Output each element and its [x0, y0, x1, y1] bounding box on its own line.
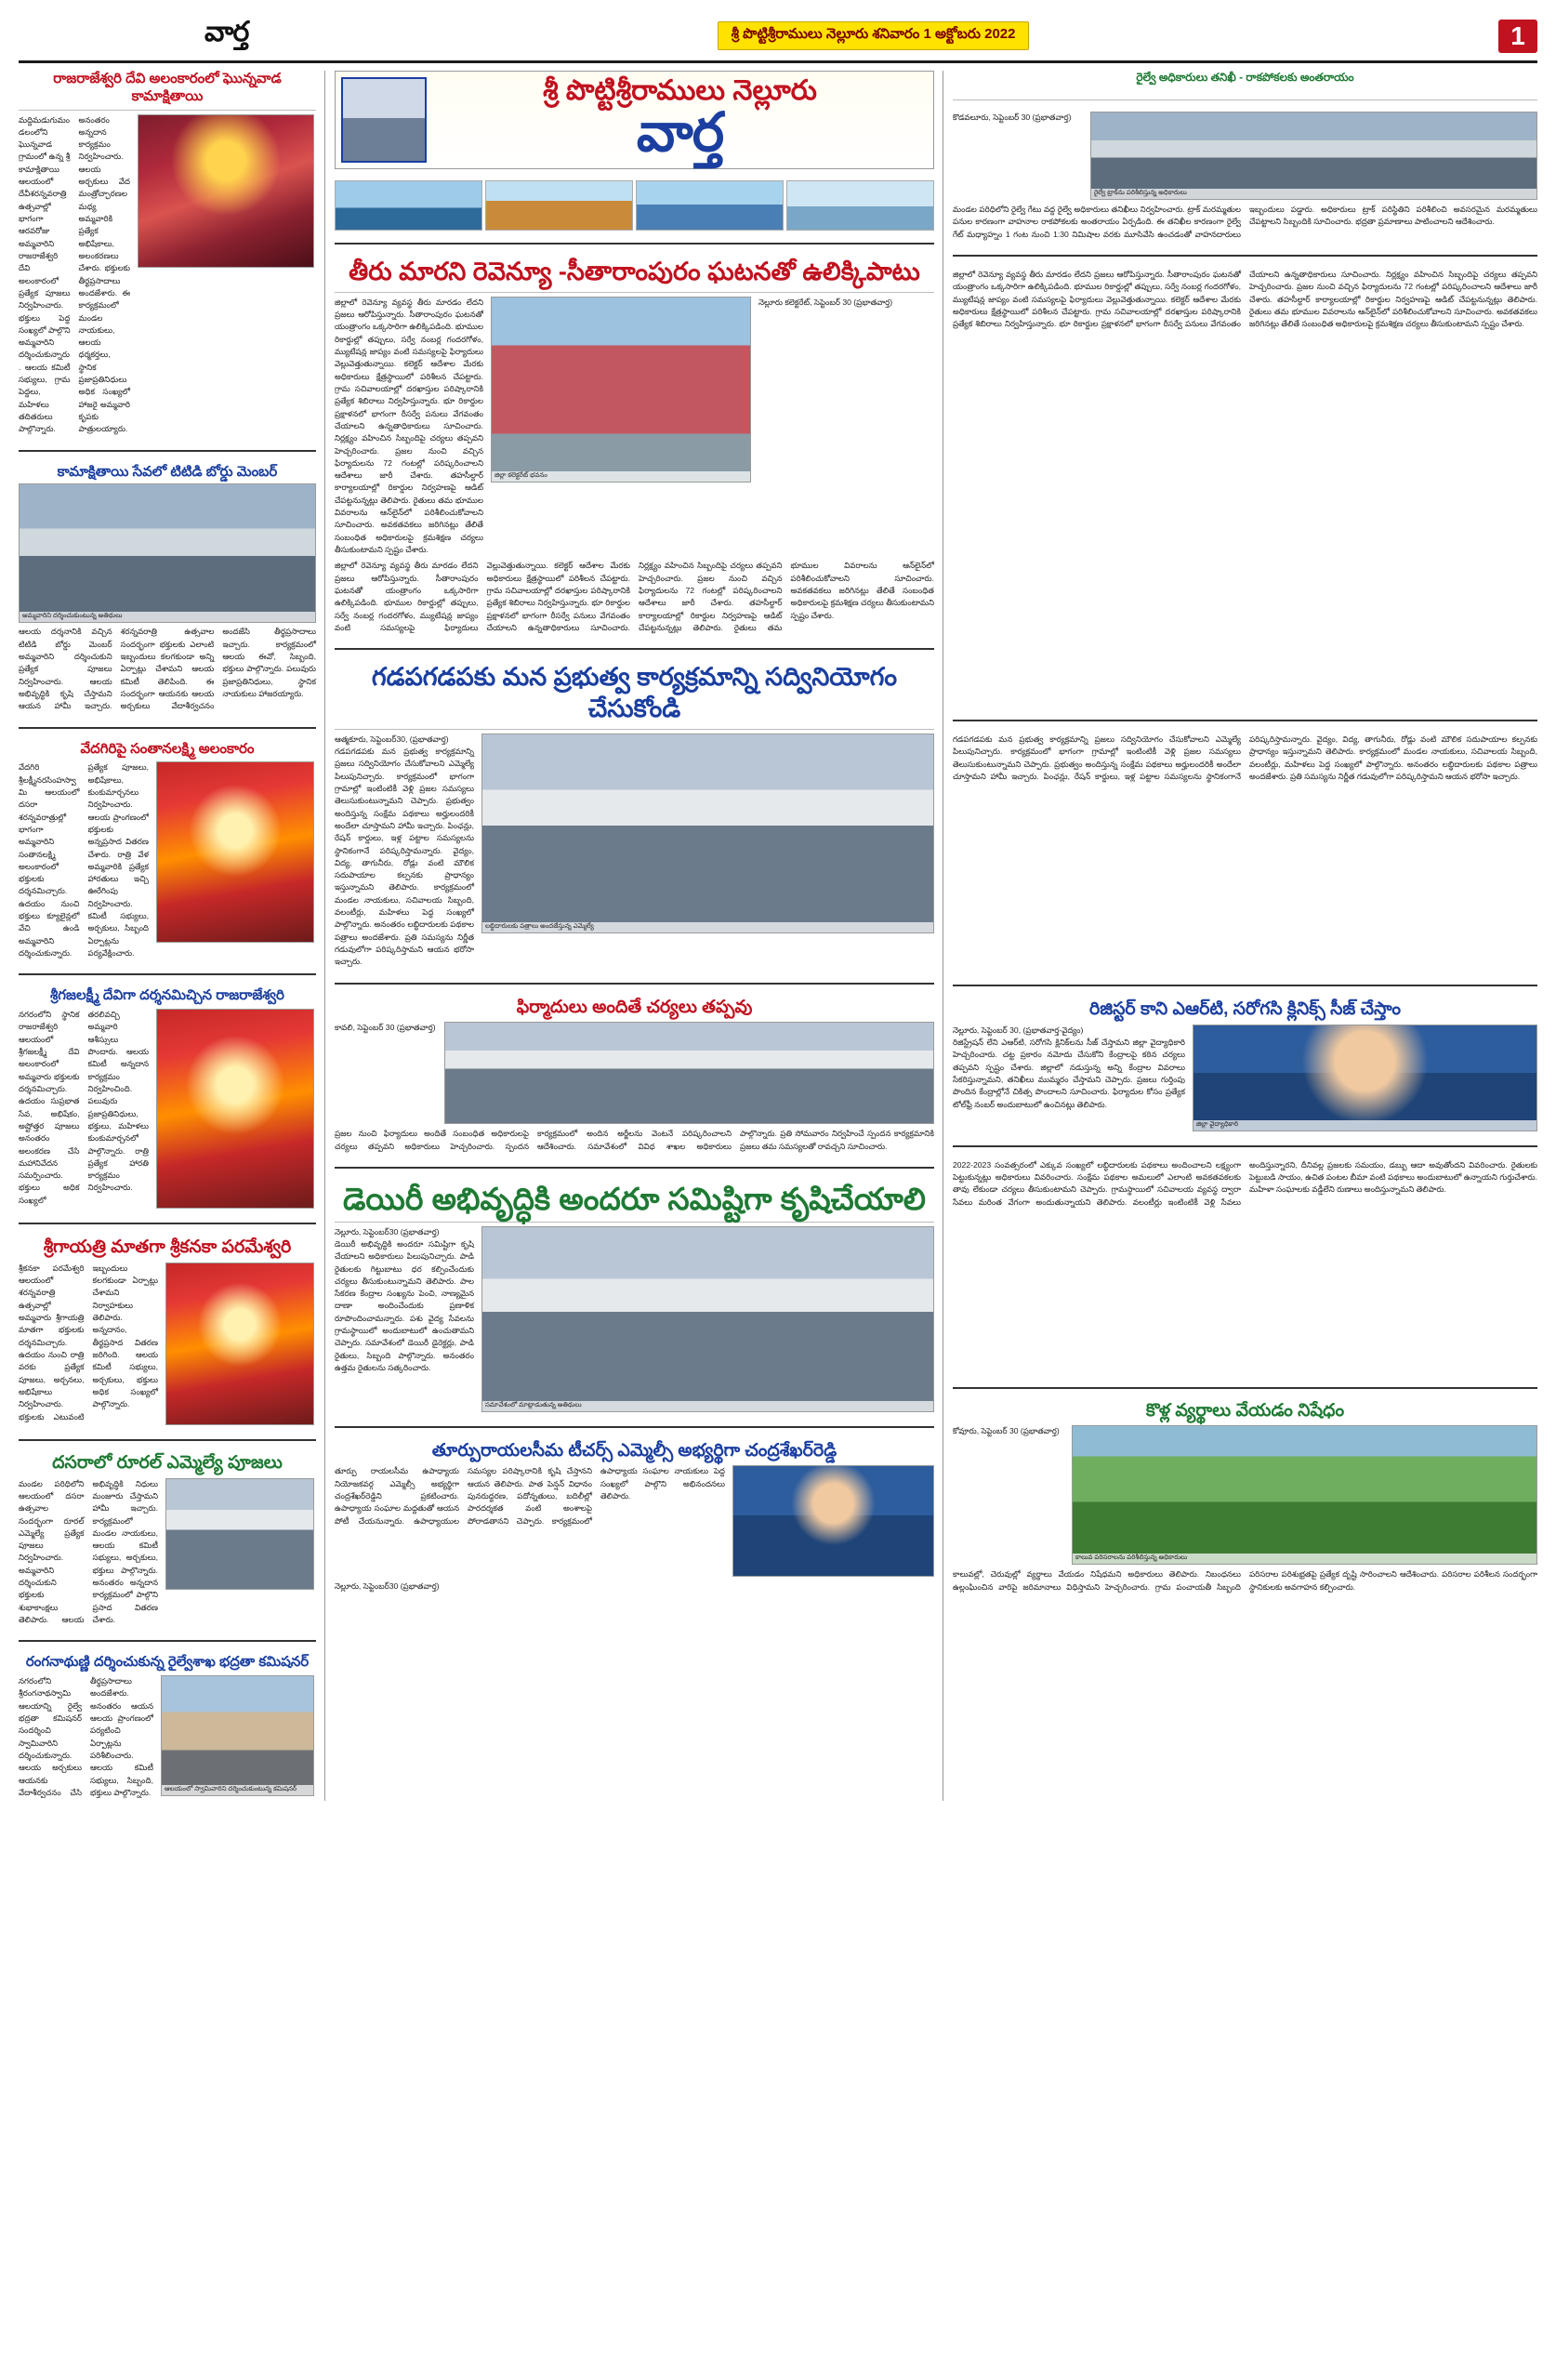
divider [335, 292, 934, 293]
divider [335, 983, 934, 985]
headline: శ్రీగజలక్ష్మీ దేవిగా దర్శనమిచ్చిన రాజరాజేశ్వరి [50, 987, 284, 1004]
strip-photo-harbor [636, 180, 784, 231]
edition-date-banner: శ్రీ పొట్టిశ్రీరాములు నెల్లూరు శనివారం 1 అక్టోబరు 2022 [718, 21, 1030, 50]
photo-caption: సమావేశంలో మాట్లాడుతున్న అతిథులు [482, 1401, 933, 1411]
article-body: శ్రీకనకా పరమేశ్వరి ఆలయంలో శరన్నవరాత్రి ఉత్సవాల్లో అమ్మవారు శ్రీగాయత్రి మాతగా భక్తులకు దర్శనమిచ్చారు. ఉదయం నుంచి రాత్రి వరకు ప్రత్యేక పూజలు, అర్చనలు, అభిషేకాలు నిర్వహించారు. భక్తులకు ఎటువంటి ఇబ్బందులు కలగకుండా ఏర్పాట్లు చేశామని నిర్వాహకులు తెలిపారు. అన్నదానం, తీర్థప్రసాద వితరణ జరిగింది. ఆలయ కమిటీ సభ్యులు, అర్చకులు, భక్తులు అధిక సంఖ్యలో పాల్గొన్నారు. [19, 1263, 158, 1421]
article-dairy-development [335, 1181, 934, 1412]
divider [335, 1167, 934, 1169]
article-photo [444, 1022, 934, 1124]
article-body-cont: నెల్లూరు, సెప్టెంబర్30 (ప్రభాతవార్త) [335, 1581, 440, 1592]
divider [953, 985, 1537, 986]
article-body-cont: నెల్లూరు కలెక్టరేట్, సెప్టెంబర్ 30 (ప్రభాతవార్త) [758, 297, 893, 307]
article-body-overflow: జిల్లాలో రెవెన్యూ వ్యవస్థ తీరు మారడం లేదని ప్రజలు ఆరోపిస్తున్నారు. సీతారాంపురం ఘటనతో యంత్రాంగం ఒక్కసారిగా ఉలిక్కిపడింది. భూముల రికార్డుల్లో తప్పులు, సర్వే నంబర్ల గందరగోళం, మ్యుటేషన్ల జాప్యం వంటి సమస్యలపై ఫిర్యాదులు వెల్లువెత్తుతున్నాయి. కలెక్టర్ ఆదేశాల మేరకు అధికారులు క్షేత్రస్థాయిలో పరిశీలన చేపట్టారు. గ్రామ సచివాలయాల్లో దరఖాస్తుల పరిష్కారానికి ప్రత్యేక శిబిరాలు నిర్వహిస్తున్నారు. భూ రికార్డుల ప్రక్షాళనలో భాగంగా రీసర్వే పనులు వేగవంతం చేయాలని ఉన్నతాధికారులు సూచించారు. నిర్లక్ష్యం వహించిన సిబ్బందిపై చర్యలు తప్పవని హెచ్చరించారు. ప్రజల నుంచి వచ్చిన ఫిర్యాదులను 72 గంటల్లో పరిష్కరించాలని ఆదేశాలు జారీ చేశారు. తహసీల్దార్ కార్యాలయాల్లో రికార్డుల నిర్వహణపై ఆడిట్ చేపట్టనున్నట్లు తెలిపారు. రైతులు తమ భూముల వివరాలను ఆన్‌లైన్‌లో పరిశీలించుకోవాలని సూచించారు. అవకతవకలు జరిగినట్లు తేలితే సంబంధిత అధికారులపై క్రమశిక్షణ చర్యలు తీసుకుంటామని స్పష్టం చేశారు. [335, 561, 934, 632]
divider [19, 450, 316, 452]
article-art-surrogacy-clinics [953, 998, 1537, 1131]
photo-caption: రైల్వే ట్రాక్‌ను పరిశీలిస్తున్న అధికారులు [1091, 189, 1536, 199]
divider [19, 973, 316, 975]
article-gadapa-continuation [953, 734, 1537, 971]
divider [953, 1145, 1537, 1147]
article-body: గడపగడపకు మన ప్రభుత్వ కార్యక్రమాన్ని ప్రజలు సద్వినియోగం చేసుకోవాలని ఎమ్మెల్యే పిలుపునిచ్చారు. కార్యక్రమంలో భాగంగా గ్రామాల్లో ఇంటింటికీ వెళ్లి ప్రజల సమస్యలు తెలుసుకుంటున్నామని చెప్పారు. ప్రభుత్వం అందిస్తున్న సంక్షేమ పథకాలు అర్హులందరికీ అందేలా చూస్తామని హామీ ఇచ్చారు. పింఛన్లు, రేషన్ కార్డులు, ఇళ్ల పట్టాల సమస్యలను స్థానికంగానే పరిష్కరిస్తామన్నారు. వైద్యం, విద్య, తాగునీరు, రోడ్లు వంటి మౌలిక సదుపాయాల కల్పనకు ప్రాధాన్యం ఇస్తున్నామని తెలిపారు. కార్యక్రమంలో మండల నాయకులు, సచివాలయ సిబ్బంది, వలంటీర్లు, మహిళలు పెద్ద సంఖ్యలో పాల్గొన్నారు. అనంతరం లబ్ధిదారులకు పథకాల పత్రాలు అందజేశారు. ప్రతి సమస్యను నిర్ణీత గడువులోగా పరిష్కరిస్తామని ఆయన భరోసా ఇచ్చారు. [953, 734, 1537, 781]
article-body: గడపగడపకు మన ప్రభుత్వ కార్యక్రమాన్ని ప్రజలు సద్వినియోగం చేసుకోవాలని ఎమ్మెల్యే పిలుపునిచ్చారు. కార్యక్రమంలో భాగంగా గ్రామాల్లో ఇంటింటికీ వెళ్లి ప్రజల సమస్యలు తెలుసుకుంటున్నామని చెప్పారు. ప్రభుత్వం అందిస్తున్న సంక్షేమ పథకాలు అర్హులందరికీ అందేలా చూస్తామని హామీ ఇచ్చారు. పింఛన్లు, రేషన్ కార్డులు, ఇళ్ల పట్టాల సమస్యలను స్థానికంగానే పరిష్కరిస్తామన్నారు. వైద్యం, విద్య, తాగునీరు, రోడ్లు వంటి మౌలిక సదుపాయాల కల్పనకు ప్రాధాన్యం ఇస్తున్నామని తెలిపారు. కార్యక్రమంలో మండల నాయకులు, సచివాలయ సిబ్బంది, వలంటీర్లు, మహిళలు పెద్ద సంఖ్యలో పాల్గొన్నారు. అనంతరం లబ్ధిదారులకు పథకాల పత్రాలు అందజేశారు. ప్రతి సమస్యను నిర్ణీత గడువులోగా పరిష్కరిస్తామని ఆయన భరోసా ఇచ్చారు. [335, 747, 474, 967]
article-waste-dumping-ban [953, 1401, 1537, 1593]
article-photo [481, 734, 934, 933]
divider [953, 720, 1537, 721]
divider [335, 1426, 934, 1428]
article-railway-safety-commissioner [19, 1654, 316, 1799]
article-dateline: నెల్లూరు, సెప్టెంబర్ 30, (ప్రభాతవార్త-వైద్యం) [953, 1025, 1084, 1035]
right-column [953, 71, 1537, 1801]
headline: తీరు మారని రెవెన్యూ -సీతారాంపురం ఘటనతో ఉలిక్కిపాటు [349, 258, 920, 285]
left-column [19, 71, 325, 1801]
article-photo [161, 1675, 314, 1796]
divider [953, 1387, 1537, 1389]
article-body: ఆలయ దర్శనానికి వచ్చిన టిటిడి బోర్డు మెంబర్ అమ్మవారిని దర్శించుకుని ప్రత్యేక పూజలు నిర్వహించారు. ఆలయ అభివృద్ధికి కృషి చేస్తామని ఆయన హామీ ఇచ్చారు. శరన్నవరాత్రి ఉత్సవాల సందర్భంగా భక్తులకు ఎలాంటి ఇబ్బందులు కలగకుండా అన్ని ఏర్పాట్లు చేశామని ఆలయ కమిటీ తెలిపింది. ఈ సందర్భంగా ఆయనకు ఆలయ అర్చకులు వేదాశీర్వచనం అందజేసి తీర్థప్రసాదాలు ఇచ్చారు. కార్యక్రమంలో ఆలయ ఈవో, సిబ్బంది, భక్తులు పాల్గొన్నారు. పలువురు ప్రజాప్రతినిధులు, స్థానిక నాయకులు హాజరయ్యారు. [19, 627, 316, 711]
article-body: జిల్లాలో రెవెన్యూ వ్యవస్థ తీరు మారడం లేదని ప్రజలు ఆరోపిస్తున్నారు. సీతారాంపురం ఘటనతో యంత్రాంగం ఒక్కసారిగా ఉలిక్కిపడింది. భూముల రికార్డుల్లో తప్పులు, సర్వే నంబర్ల గందరగోళం, మ్యుటేషన్ల జాప్యం వంటి సమస్యలపై ఫిర్యాదులు వెల్లువెత్తుతున్నాయి. కలెక్టర్ ఆదేశాల మేరకు అధికారులు క్షేత్రస్థాయిలో పరిశీలన చేపట్టారు. గ్రామ సచివాలయాల్లో దరఖాస్తుల పరిష్కారానికి ప్రత్యేక శిబిరాలు నిర్వహిస్తున్నారు. భూ రికార్డుల ప్రక్షాళనలో భాగంగా రీసర్వే పనులు వేగవంతం చేయాలని ఉన్నతాధికారులు సూచించారు. నిర్లక్ష్యం వహించిన సిబ్బందిపై చర్యలు తప్పవని హెచ్చరించారు. ప్రజల నుంచి వచ్చిన ఫిర్యాదులను 72 గంటల్లో పరిష్కరించాలని ఆదేశాలు జారీ చేశారు. తహసీల్దార్ కార్యాలయాల్లో రికార్డుల నిర్వహణపై ఆడిట్ చేపట్టనున్నట్లు తెలిపారు. రైతులు తమ భూముల వివరాలను ఆన్‌లైన్‌లో పరిశీలించుకోవాలని సూచించారు. అవకతవకలు జరిగినట్లు తేలితే సంబంధిత అధికారులపై క్రమశిక్షణ చర్యలు తీసుకుంటామని స్పష్టం చేశారు. [335, 297, 483, 554]
article-complaints-action [335, 997, 934, 1153]
page-number-badge: 1 [1498, 20, 1537, 53]
article-gadapagadapaku [335, 662, 934, 968]
divider [19, 727, 316, 729]
masthead-block [335, 71, 934, 169]
article-photo [19, 483, 316, 623]
article-body: మండల పరిధిలోని రైల్వే గేటు వద్ద రైల్వే అధికారులు తనిఖీలు నిర్వహించారు. ట్రాక్ మరమ్మతుల పనుల కారణంగా వాహనాల రాకపోకలకు అంతరాయం ఏర్పడింది. ఈ తనిఖీల కారణంగా రైల్వే గేట్ మధ్యాహ్నం 1 గంట నుంచి 1:30 నిమిషాల వరకు మూసివేసి ఉంచడంతో వాహనదారులు ఇబ్బందులు పడ్డారు. అధికారులు ట్రాక్ పరిస్థితిని పరిశీలించి అవసరమైన మరమ్మతులు చేపట్టాలని సిబ్బందికి సూచించారు. భద్రతా ప్రమాణాలు పాటించాలని ఆదేశించారు. [953, 205, 1537, 239]
headline: కామాక్షితాయి సేవలో టిటిడి బోర్డు మెంబర్ [57, 463, 278, 480]
founder-portrait [341, 77, 427, 163]
photo-caption: జిల్లా వైద్యాధికారి [1193, 1120, 1536, 1130]
photo-caption: జిల్లా కలెక్టరేట్ భవనం [492, 471, 750, 482]
article-gayatri-matha [19, 1236, 316, 1425]
candidate-photo [732, 1465, 934, 1577]
article-dairy-continuation [953, 1159, 1537, 1373]
article-revenue-seetharampuram [335, 257, 934, 634]
headline: శ్రీగాయత్రి మాతగా శ్రీకనకా పరమేశ్వరి [43, 1237, 292, 1258]
photo-caption: ఆలయంలో స్వామివారిని దర్శించుకుంటున్న కమిషనర్ [162, 1785, 313, 1795]
article-body: రిజిస్ట్రేషన్ లేని ఎఆర్‌టి, సరోగసి క్లినిక్‌లను సీజ్ చేస్తామని జిల్లా వైద్యాధికారి హెచ్చరించారు. చట్ట ప్రకారం నమోదు చేసుకోని కేంద్రాలపై కఠిన చర్యలు తప్పవని స్పష్టం చేశారు. జిల్లాలో నడుస్తున్న అన్ని కేంద్రాల వివరాలు సేకరిస్తున్నామని, తనిఖీలు ముమ్మరం చేస్తామని చెప్పారు. ప్రజలు గుర్తింపు పొందిన కేంద్రాల్లోనే చికిత్స పొందాలని సూచించారు. ఫిర్యాదుల కోసం ప్రత్యేక టోల్‌ఫ్రీ నంబర్ అందుబాటులో ఉంచినట్లు తెలిపారు. [953, 1038, 1185, 1109]
photo-caption: అమ్మవారిని దర్శించుకుంటున్న అతిథులు [20, 612, 315, 622]
headline: దసరాలో రూరల్ ఎమ్మెల్యే పూజలు [52, 1452, 283, 1473]
article-photo [156, 1009, 314, 1209]
article-ttd-board-member [19, 464, 316, 713]
article-body: ప్రజల నుంచి ఫిర్యాదులు అందితే సంబంధిత అధికారులపై చర్యలు తప్పవని అధికారులు హెచ్చరించారు. స్పందన కార్యక్రమంలో అందిన అర్జీలను వెంటనే పరిష్కరించాలని ఆదేశించారు. సమావేశంలో వివిధ శాఖల అధికారులు పాల్గొన్నారు. ప్రతి సోమవారం నిర్వహించే స్పందన కార్యక్రమానికి ప్రజలు తమ సమస్యలతో రావచ్చని సూచించారు. [335, 1129, 934, 1151]
article-photo [491, 297, 751, 483]
masthead-strip [19, 17, 1537, 63]
headline: వేదగిరిపై సంతానలక్ష్మి అలంకారం [80, 740, 255, 757]
article-dateline: కోవూరు, సెప్టెంబర్ 30 (ప్రభాతవార్త) [953, 1426, 1060, 1436]
article-dateline: నెల్లూరు, సెప్టెంబర్30 (ప్రభాతవార్త) [335, 1226, 440, 1236]
paper-logo-small: వార్త [204, 17, 249, 47]
headline: రిజిస్టర్ కాని ఎఆర్‌టి, సరోగసి క్లినిక్స్ సీజ్ చేస్తాం [1088, 998, 1402, 1019]
article-body: మండల పరిధిలోని ఆలయంలో దసరా ఉత్సవాల సందర్భంగా రూరల్ ఎమ్మెల్యే ప్రత్యేక పూజలు నిర్వహించారు. అమ్మవారిని దర్శించుకుని భక్తులకు శుభాకాంక్షలు తెలిపారు. ఆలయ అభివృద్ధికి నిధులు మంజూరు చేస్తామని హామీ ఇచ్చారు. కార్యక్రమంలో మండల నాయకులు, ఆలయ కమిటీ సభ్యులు, అర్చకులు, భక్తులు పాల్గొన్నారు. అనంతరం అన్నదాన కార్యక్రమంలో పాల్గొని ప్రసాద వితరణ చేశారు. [19, 1478, 158, 1625]
divider [335, 243, 934, 245]
article-photo [481, 1226, 934, 1412]
article-body: వేదగిరి శ్రీలక్ష్మీనరసింహస్వామి ఆలయంలో దసరా శరన్నవరాత్రుల్లో భాగంగా అమ్మవారిని సంతానలక్ష్మి అలంకారంలో భక్తులకు దర్శనమిచ్చారు. ఉదయం నుంచి భక్తులు క్యూలైన్లలో వేచి ఉండి అమ్మవారిని దర్శించుకున్నారు. ప్రత్యేక పూజలు, అభిషేకాలు, కుంకుమార్చనలు నిర్వహించారు. ఆలయ ప్రాంగణంలో భక్తులకు అన్నప్రసాద వితరణ చేశారు. రాత్రి వేళ అమ్మవారికి ప్రత్యేక హారతులు ఇచ్చి ఊరేగింపు నిర్వహించారు. కమిటీ సభ్యులు, అర్చకులు, సిబ్బంది ఏర్పాట్లను పర్యవేక్షించారు. [19, 762, 149, 958]
article-revenue-continuation [953, 269, 1537, 706]
section-kicker: రైల్వే అధికారులు తనిఖీ - రాకపోకలకు అంతరాయం [1136, 71, 1354, 84]
article-dateline: కొడవలూరు, సెప్టెంబర్ 30 (ప్రభాతవార్త) [953, 112, 1072, 122]
page-grid [19, 71, 1537, 1801]
article-photo [1090, 112, 1537, 200]
divider [335, 648, 934, 650]
article-body: జిల్లాలో రెవెన్యూ వ్యవస్థ తీరు మారడం లేదని ప్రజలు ఆరోపిస్తున్నారు. సీతారాంపురం ఘటనతో యంత్రాంగం ఒక్కసారిగా ఉలిక్కిపడింది. భూముల రికార్డుల్లో తప్పులు, సర్వే నంబర్ల గందరగోళం, మ్యుటేషన్ల జాప్యం వంటి సమస్యలపై ఫిర్యాదులు వెల్లువెత్తుతున్నాయి. కలెక్టర్ ఆదేశాల మేరకు అధికారులు క్షేత్రస్థాయిలో పరిశీలన చేపట్టారు. గ్రామ సచివాలయాల్లో దరఖాస్తుల పరిష్కారానికి ప్రత్యేక శిబిరాలు నిర్వహిస్తున్నారు. భూ రికార్డుల ప్రక్షాళనలో భాగంగా రీసర్వే పనులు వేగవంతం చేయాలని ఉన్నతాధికారులు సూచించారు. నిర్లక్ష్యం వహించిన సిబ్బందిపై చర్యలు తప్పవని హెచ్చరించారు. ప్రజల నుంచి వచ్చిన ఫిర్యాదులను 72 గంటల్లో పరిష్కరించాలని ఆదేశాలు జారీ చేశారు. తహసీల్దార్ కార్యాలయాల్లో రికార్డుల నిర్వహణపై ఆడిట్ చేపట్టనున్నట్లు తెలిపారు. రైతులు తమ భూముల వివరాలను ఆన్‌లైన్‌లో పరిశీలించుకోవాలని సూచించారు. అవకతవకలు జరిగినట్లు తేలితే సంబంధిత అధికారులపై క్రమశిక్షణ చర్యలు తీసుకుంటామని స్పష్టం చేశారు. [953, 269, 1537, 329]
headline: గడపగడపకు మన ప్రభుత్వ కార్యక్రమాన్ని సద్వినియోగం చేసుకోండి [371, 663, 898, 722]
headline: ఫిర్మాదులు అందితే చర్యలు తప్పవు [516, 997, 753, 1017]
masthead-photo-strip [335, 180, 934, 231]
strip-photo-city [786, 180, 934, 231]
center-column [335, 71, 943, 1801]
article-santanalakshmi-alankaram [19, 741, 316, 960]
photo-caption: లబ్ధిదారులకు పత్రాలు అందజేస్తున్న ఎమ్మెల్యే [482, 922, 933, 932]
photo-caption: కాలువ పరిసరాలను పరిశీలిస్తున్న అధికారులు [1073, 1554, 1536, 1564]
article-body: తూర్పు రాయలసీమ ఉపాధ్యాయ నియోజకవర్గ ఎమ్మెల్సీ అభ్యర్థిగా చంద్రశేఖర్‌రెడ్డిని ప్రకటించారు. ఉపాధ్యాయ సంఘాల మద్దతుతో ఆయన పోటీ చేయనున్నారు. ఉపాధ్యాయుల సమస్యల పరిష్కారానికి కృషి చేస్తానని ఆయన తెలిపారు. పాత పెన్షన్ విధానం పునరుద్ధరణ, పదోన్నతులు, బదిలీల్లో పారదర్శకత వంటి అంశాలపై పోరాడతానని చెప్పారు. కార్యక్రమంలో ఉపాధ్యాయ సంఘాల నాయకులు పెద్ద సంఖ్యలో పాల్గొని అభినందనలు తెలిపారు. [335, 1466, 725, 1526]
article-dateline: కావలి, సెప్టెంబర్ 30 (ప్రభాతవార్త) [335, 1023, 436, 1033]
headline: రాజరాజేశ్వరి దేవి అలంకారంలో ఘొన్నవాడ కామాక్షితాయి [53, 71, 282, 104]
divider [953, 255, 1537, 257]
divider [335, 1222, 934, 1223]
article-body: మద్దిమడుగుమండలంలోని ఘొన్నవాడ గ్రామంలో ఉన్న శ్రీ కామాక్షితాయి ఆలయంలో దేవీశరన్నవరాత్రి ఉత్సవాల్లో భాగంగా ఆరవరోజు అమ్మవారిని రాజరాజేశ్వరి దేవి అలంకారంలో ప్రత్యేక పూజలు నిర్వహించారు. భక్తులు పెద్ద సంఖ్యలో పాల్గొని అమ్మవారిని దర్శించుకున్నారు. ఆలయ కమిటీ సభ్యులు, గ్రామ పెద్దలు, మహిళలు తదితరులు పాల్గొన్నారు. అనంతరం అన్నదాన కార్యక్రమం నిర్వహించారు. ఆలయ అర్చకులు వేద మంత్రోచ్ఛారణల మధ్య అమ్మవారికి ప్రత్యేక అభిషేకాలు, అలంకరణలు చేశారు. భక్తులకు తీర్థప్రసాదాలు అందజేశారు. ఈ కార్యక్రమంలో మండల నాయకులు, ఆలయ ధర్మకర్తలు, స్థానిక ప్రజాప్రతినిధులు అధిక సంఖ్యలో హాజరై అమ్మవారి కృపకు పాత్రులయ్యారు. [19, 114, 130, 434]
masthead-subtitle: శ్రీ పొట్టిశ్రీరాములు నెల్లూరు [543, 75, 817, 106]
headline: కొళ్ల వ్యర్థాలు వేయడం నిషేధం [1145, 1400, 1345, 1421]
headline: రంగనాథుణ్ణి దర్శించుకున్న రైల్వేశాఖ భద్రతా కమిషనర్ [25, 1654, 310, 1671]
divider [19, 110, 316, 111]
article-body: నగరంలోని శ్రీరంగనాథస్వామి ఆలయాన్ని రైల్వే భద్రతా కమిషనర్ సందర్శించి స్వామివారిని దర్శించుకున్నారు. ఆలయ అర్చకులు ఆయనకు వేదాశీర్వచనం చేసి తీర్థప్రసాదాలు అందజేశారు. అనంతరం ఆయన ఆలయ ప్రాంగణంలో పర్యటించి ఏర్పాట్లను పరిశీలించారు. ఆలయ కమిటీ సభ్యులు, సిబ్బంది, భక్తులు పాల్గొన్నారు. [19, 1676, 153, 1797]
headline: డెయిరీ అభివృద్ధికి అందరూ సమిష్టిగా కృషిచేయాలి [343, 1182, 926, 1216]
strip-photo-temple [485, 180, 633, 231]
article-body: డెయిరీ అభివృద్ధికి అందరూ సమిష్టిగా కృషి చేయాలని అధికారులు పిలుపునిచ్చారు. పాడి రైతులకు గిట్టుబాటు ధర కల్పించేందుకు చర్యలు తీసుకుంటున్నామని తెలిపారు. పాల సేకరణ కేంద్రాల సంఖ్యను పెంచి, నాణ్యమైన దాణా అందించేందుకు ప్రణాళిక రూపొందించామన్నారు. పశు వైద్య సేవలను గ్రామస్థాయిలో అందుబాటులో ఉంచుతామని చెప్పారు. సమావేశంలో డెయిరీ డైరెక్టర్లు, పాడి రైతులు, సిబ్బంది పాల్గొన్నారు. అనంతరం ఉత్తమ రైతులను సత్కరించారు. [335, 1238, 474, 1373]
article-ghonnavada-kamakshi [19, 71, 316, 436]
divider [19, 1640, 316, 1642]
official-photo [1193, 1025, 1537, 1131]
article-body: కాలువల్లో, చెరువుల్లో వ్యర్థాలు వేయడం నిషేధమని అధికారులు తెలిపారు. నిబంధనలు ఉల్లంఘించిన వారిపై జరిమానాలు విధిస్తామని హెచ్చరించారు. గ్రామ పంచాయతీ సిబ్బంది పరిసరాల పరిశుభ్రతపై ప్రత్యేక దృష్టి సారించాలని ఆదేశించారు. పరిసరాల పరిశీలన సందర్భంగా స్థానికులకు అవగాహన కల్పించారు. [953, 1569, 1537, 1592]
divider [19, 1439, 316, 1441]
article-rural-mla-poojas [19, 1453, 316, 1627]
divider [19, 1223, 316, 1224]
masthead-title: వార్త [636, 102, 724, 163]
headline: తూర్పురాయలసీమ టీచర్స్ ఎమ్మెల్సీ అభ్యర్థిగా చంద్రశేఖర్‌రెడ్డి [431, 1440, 837, 1461]
article-mlc-candidate [335, 1440, 934, 1593]
divider [953, 99, 1537, 100]
divider [335, 729, 934, 730]
article-dateline: ఆత్మకూరు, సెప్టెంబర్30, (ప్రభాతవార్త) [335, 734, 449, 744]
article-photo [165, 1478, 314, 1590]
strip-photo-bridge [335, 180, 482, 231]
article-photo [165, 1263, 314, 1425]
article-railway-inspection [953, 112, 1537, 241]
article-body: 2022-2023 సంవత్సరంలో ఎక్కువ సంఖ్యలో లబ్ధిదారులకు పథకాలు అందించాలని లక్ష్యంగా పెట్టుకున్నట్లు అధికారులు వివరించారు. సంక్షేమ పథకాల అమలులో ఎలాంటి అవకతవకలకు తావు లేకుండా చర్యలు తీసుకుంటామని చెప్పారు. గ్రామస్థాయిలో సచివాలయ వ్యవస్థ ద్వారా సేవలు మరింత వేగంగా అందుతున్నాయని తెలిపారు. వలంటీర్లు ఇంటింటికీ వెళ్లి సేవలు అందిస్తున్నారని, దీనివల్ల ప్రజలకు సమయం, డబ్బు ఆదా అవుతోందని వివరించారు. రైతులకు పెట్టుబడి సాయం, ఉచిత పంటల బీమా వంటి పథకాలు అందుబాటులో ఉన్నాయని గుర్తుచేశారు. మహిళా సంఘాలకు వడ్డీలేని రుణాలు అందిస్తున్నామని తెలిపారు. [953, 1159, 1537, 1207]
article-photo [138, 114, 314, 268]
article-gajalakshmi-darshanam [19, 987, 316, 1209]
article-photo [1072, 1425, 1537, 1565]
article-body: నగరంలోని స్థానిక రాజరాజేశ్వరి ఆలయంలో శ్రీగజలక్ష్మీ దేవి అలంకారంలో అమ్మవారు భక్తులకు దర్శనమిచ్చారు. ఉదయం సుప్రభాత సేవ, అభిషేకం, అష్టోత్తర పూజలు అనంతరం అలంకరణ చేసి మహానివేదన సమర్పించారు. భక్తులు అధిక సంఖ్యలో తరలివచ్చి అమ్మవారి ఆశీస్సులు పొందారు. ఆలయ కమిటీ అన్నదాన కార్యక్రమం నిర్వహించింది. పలువురు ప్రజాప్రతినిధులు, భక్తులు, మహిళలు కుంకుమార్చనలో పాల్గొన్నారు. రాత్రి ప్రత్యేక హారతి కార్యక్రమం నిర్వహించారు. [19, 1010, 149, 1205]
article-photo [156, 761, 314, 943]
